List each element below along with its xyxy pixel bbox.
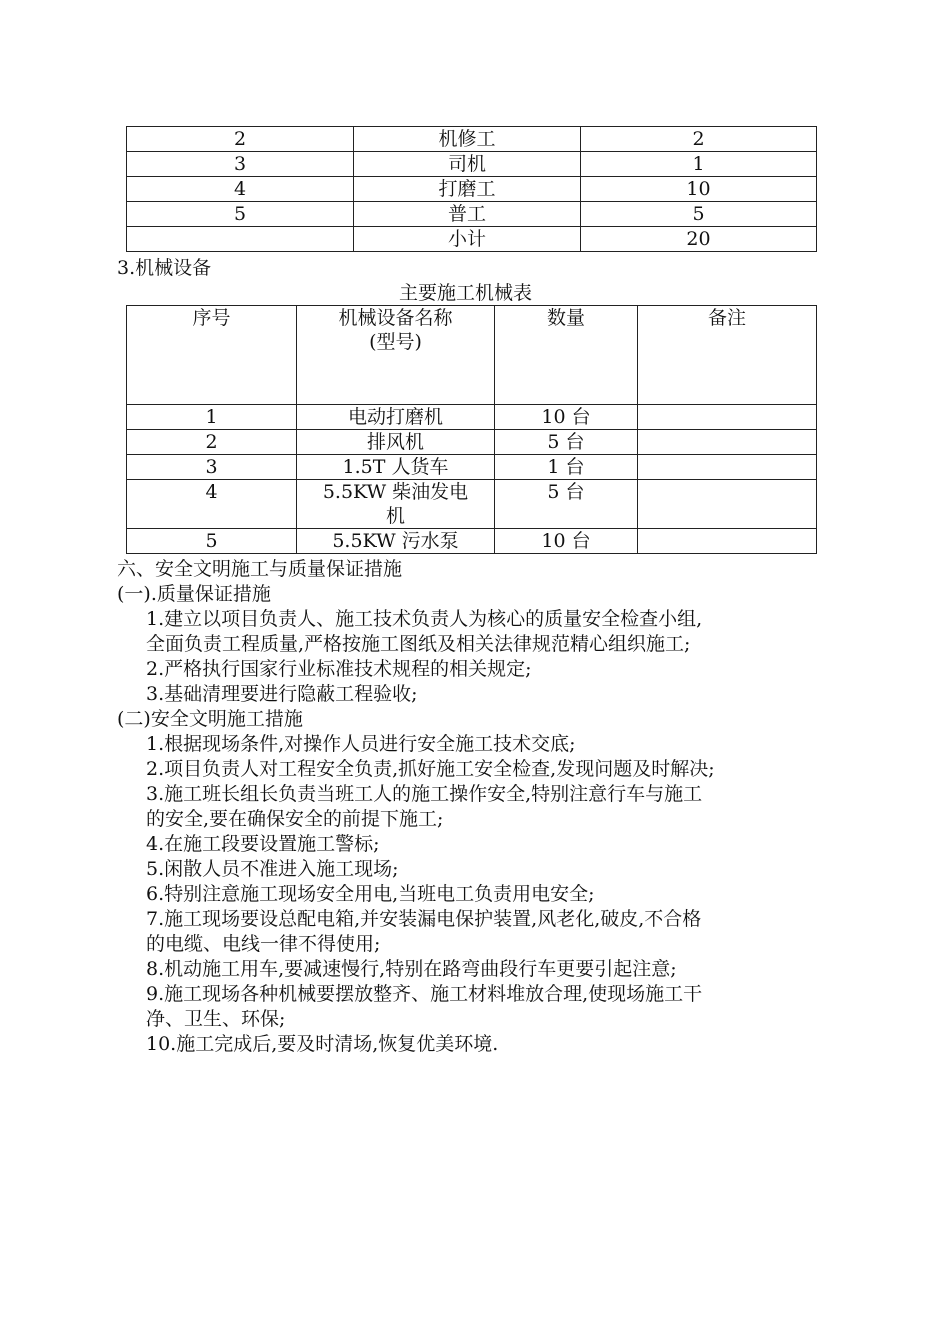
table-row: [127, 152, 817, 177]
paragraph-line: 6.特别注意施工现场安全用电,当班电工负责用电安全;: [146, 883, 595, 905]
table-cell: 1.5T 人货车: [297, 455, 495, 480]
paragraph-line: 9.施工现场各种机械要摆放整齐、施工材料堆放合理,使现场施工干: [146, 983, 703, 1005]
table-row: [127, 455, 817, 480]
table-cell: 5.5KW 污水泵: [297, 529, 495, 554]
table-cell: 5: [127, 202, 354, 227]
table-cell: 4: [127, 177, 354, 202]
table-cell: 5 台: [495, 430, 638, 455]
header-cell: 备注: [638, 306, 817, 405]
table-cell: [127, 227, 354, 252]
table-cell: 司机: [354, 152, 581, 177]
table-cell: 1 台: [495, 455, 638, 480]
paragraph-line: 5.闲散人员不准进入施工现场;: [146, 858, 399, 880]
header-cell: [297, 306, 495, 405]
table-cell: 20: [581, 227, 817, 252]
paragraph-line: 净、卫生、环保;: [146, 1008, 286, 1030]
table-cell: [638, 529, 817, 554]
table-cell: 1: [581, 152, 817, 177]
paragraph-line: 的安全,要在确保安全的前提下施工;: [146, 808, 444, 830]
table-cell: [638, 480, 817, 529]
table-row: [127, 430, 817, 455]
table-row: [127, 529, 817, 554]
header-cell: 数量: [495, 306, 638, 405]
table-cell: 3: [127, 152, 354, 177]
paragraph-line: 1.根据现场条件,对操作人员进行安全施工技术交底;: [146, 733, 576, 755]
table-row: [127, 405, 817, 430]
table-cell: 4: [127, 480, 297, 529]
table-row: [127, 177, 817, 202]
table-cell: 1: [127, 405, 297, 430]
table-caption: 主要施工机械表: [399, 282, 533, 304]
table-cell: 机修工: [354, 127, 581, 152]
table-cell: 排风机: [297, 430, 495, 455]
table-cell: 10: [581, 177, 817, 202]
paragraph-line: 8.机动施工用车,要减速慢行,特别在路弯曲段行车更要引起注意;: [146, 958, 677, 980]
paragraph-line: 2.项目负责人对工程安全负责,抓好施工安全检查,发现问题及时解决;: [146, 758, 715, 780]
table-cell: 2: [581, 127, 817, 152]
paragraph-line: 全面负责工程质量,严格按施工图纸及相关法律规范精心组织施工;: [146, 633, 691, 655]
table-cell: 打磨工: [354, 177, 581, 202]
table-row: [127, 227, 817, 252]
table-cell: 普工: [354, 202, 581, 227]
table-cell: 5: [127, 529, 297, 554]
section-heading-machinery: 3.机械设备: [117, 257, 212, 279]
paragraph-line: 7.施工现场要设总配电箱,并安装漏电保护装置,风老化,破皮,不合格: [146, 908, 702, 930]
table-cell: [638, 455, 817, 480]
subsection-title-quality: (一).质量保证措施: [117, 583, 271, 605]
table-cell: 10 台: [495, 529, 638, 554]
table-cell-line: 机: [385, 505, 405, 527]
paragraph-line: 4.在施工段要设置施工警标;: [146, 833, 380, 855]
paragraph-line: 3.基础清理要进行隐蔽工程验收;: [146, 683, 418, 705]
table-cell: 2: [127, 430, 297, 455]
table-header-row: [127, 306, 817, 405]
table-cell: 2: [127, 127, 354, 152]
table-row: [127, 480, 817, 529]
paragraph-line: 的电缆、电线一律不得使用;: [146, 933, 381, 955]
table-cell: 5: [581, 202, 817, 227]
table-cell: [638, 405, 817, 430]
paragraph-line: 10.施工完成后,要及时清场,恢复优美环境.: [146, 1033, 499, 1055]
table-cell: [297, 480, 495, 529]
paragraph-line: 2.严格执行国家行业标准技术规程的相关规定;: [146, 658, 532, 680]
header-cell-line: (型号): [369, 331, 422, 353]
labor-table: [126, 126, 817, 252]
header-cell: 序号: [127, 306, 297, 405]
header-cell-line: 机械设备名称: [338, 307, 453, 329]
subsection-title-safety: (二)安全文明施工措施: [117, 708, 303, 730]
table-cell-line: 5.5KW 柴油发电: [322, 481, 469, 503]
table-row: [127, 127, 817, 152]
table-cell: 电动打磨机: [297, 405, 495, 430]
machine-table: [126, 305, 817, 554]
table-row: [127, 202, 817, 227]
table-cell: 3: [127, 455, 297, 480]
table-cell: 小计: [354, 227, 581, 252]
section-title: 六、安全文明施工与质量保证措施: [117, 558, 403, 580]
paragraph-line: 1.建立以项目负责人、施工技术负责人为核心的质量安全检查小组,: [146, 608, 703, 630]
table-cell: [638, 430, 817, 455]
table-cell: 10 台: [495, 405, 638, 430]
paragraph-line: 3.施工班长组长负责当班工人的施工操作安全,特别注意行车与施工: [146, 783, 703, 805]
table-cell: 5 台: [495, 480, 638, 529]
